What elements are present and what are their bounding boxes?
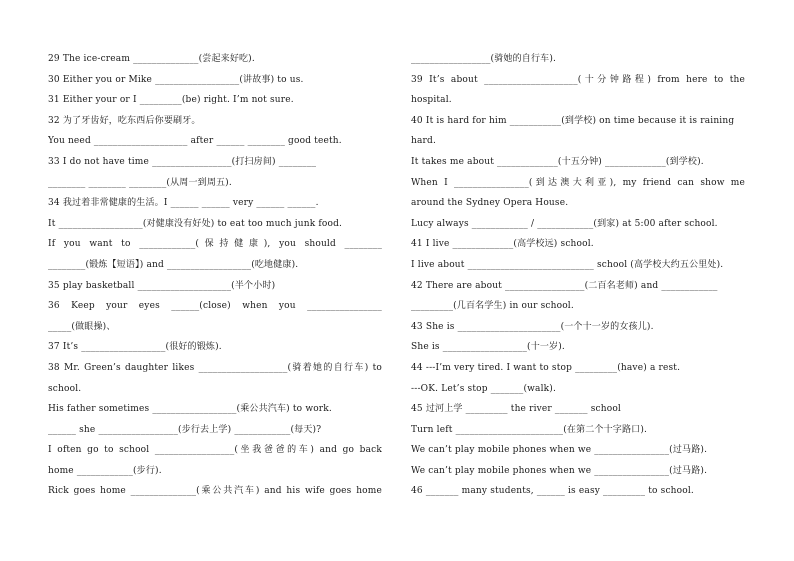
exercise-line: 43 She is ______________________(一个十一岁的女孩儿). xyxy=(411,321,654,332)
exercise-line: Turn left _______________________(在第二个十字路口). xyxy=(411,424,648,435)
exercise-line: 38 Mr. Green’s daughter likes ___________________(骑着她的自行车) to xyxy=(48,362,382,373)
exercise-line: 41 I live _____________(高学校远) school. xyxy=(411,239,594,250)
exercise-line: She is __________________(十一岁). xyxy=(411,342,565,353)
exercise-line: hospital. xyxy=(411,95,452,106)
exercise-line: 44 ---I’m very tired. I want to stop _________(have) a rest. xyxy=(411,362,681,373)
exercise-line: 45 过河上学 _________ the river _______ school xyxy=(411,404,621,415)
exercise-line: We can’t play mobile phones when we ________________(过马路). xyxy=(411,465,708,476)
exercise-line: 39 It’s about ____________________(十分钟路程) from here to the xyxy=(411,74,745,85)
exercise-line: If you want to ____________(保持健康), you should ________ xyxy=(48,239,382,250)
left-column xyxy=(48,49,382,502)
exercise-line: 42 There are about _________________(二百名老师) and ____________ xyxy=(411,280,718,291)
exercise-line: Rick goes home ______________(乘公共汽车) and his wife goes home xyxy=(48,486,382,497)
exercise-line: We can’t play mobile phones when we ________________(过马路). xyxy=(411,445,708,456)
exercise-line: 36 Keep your eyes ______(close) when you ________________ xyxy=(48,301,382,312)
exercise-line: It __________________(对健康没有好处) to eat too much junk food. xyxy=(48,218,343,229)
exercise-line: It takes me about _____________(十五分钟) _____________(到学校). xyxy=(411,156,704,167)
exercise-line: 30 Either you or Mike __________________(讲故事) to us. xyxy=(48,74,304,85)
exercise-line: 37 It’s __________________(很好的锻炼). xyxy=(48,342,222,353)
exercise-line: 46 _______ many students, ______ is easy _________ to school. xyxy=(411,486,694,497)
exercise-line: _________________(骑她的自行车). xyxy=(411,54,557,64)
exercise-line: ________(锻炼【短语】) and __________________(吃地健康). xyxy=(48,259,299,270)
exercise-line: _____(做眼操)、 xyxy=(48,321,116,332)
exercise-line: His father sometimes __________________(乘公共汽车) to work. xyxy=(48,404,332,415)
exercise-line: _________(几百名学生) in our school. xyxy=(411,301,574,312)
exercise-line: You need ____________________ after ______ ________ good teeth. xyxy=(48,136,342,147)
exercise-line: hard. xyxy=(411,136,436,147)
exercise-line: 40 It is hard for him ___________(到学校) on time because it is raining xyxy=(411,115,735,126)
exercise-line: 29 The ice-cream ______________(尝起来好吃). xyxy=(48,54,255,64)
exercise-line: 31 Either your or I _________(be) right. I’m not sure. xyxy=(48,95,294,106)
exercise-line: ________ ________ ________(从周一到周五). xyxy=(48,177,232,188)
exercise-line: around the Sydney Opera House. xyxy=(411,198,569,209)
exercise-line: I often go to school _________________(坐我爸爸的车) and go back xyxy=(48,445,382,456)
right-column xyxy=(411,49,745,502)
exercise-line: school. xyxy=(48,383,82,394)
exercise-line: 33 I do not have time _________________(打扫房间) ________ xyxy=(48,156,317,167)
exercise-line: home ____________(步行). xyxy=(48,465,162,476)
exercise-line: 32 为了牙齿好，吃东西后你要刷牙。 xyxy=(48,115,201,126)
exercise-line: ______ she _________________(步行去上学) ____________(每天)? xyxy=(48,424,322,435)
exercise-line: I live about ___________________________ school (高学校大约五公里处). xyxy=(411,259,724,270)
exercise-line: When I ________________(到达澳大利亚), my friend can show me xyxy=(411,177,745,188)
exercise-line: Lucy always ____________ / ____________(到家) at 5:00 after school. xyxy=(411,218,718,229)
exercise-line: 35 play basketball ____________________(半个小时) xyxy=(48,280,276,291)
exercise-line: 34 我过着非常健康的生活。I ______ ______ very ______ ______. xyxy=(48,198,319,209)
exercise-line: ---OK. Let’s stop _______(walk). xyxy=(411,383,557,394)
